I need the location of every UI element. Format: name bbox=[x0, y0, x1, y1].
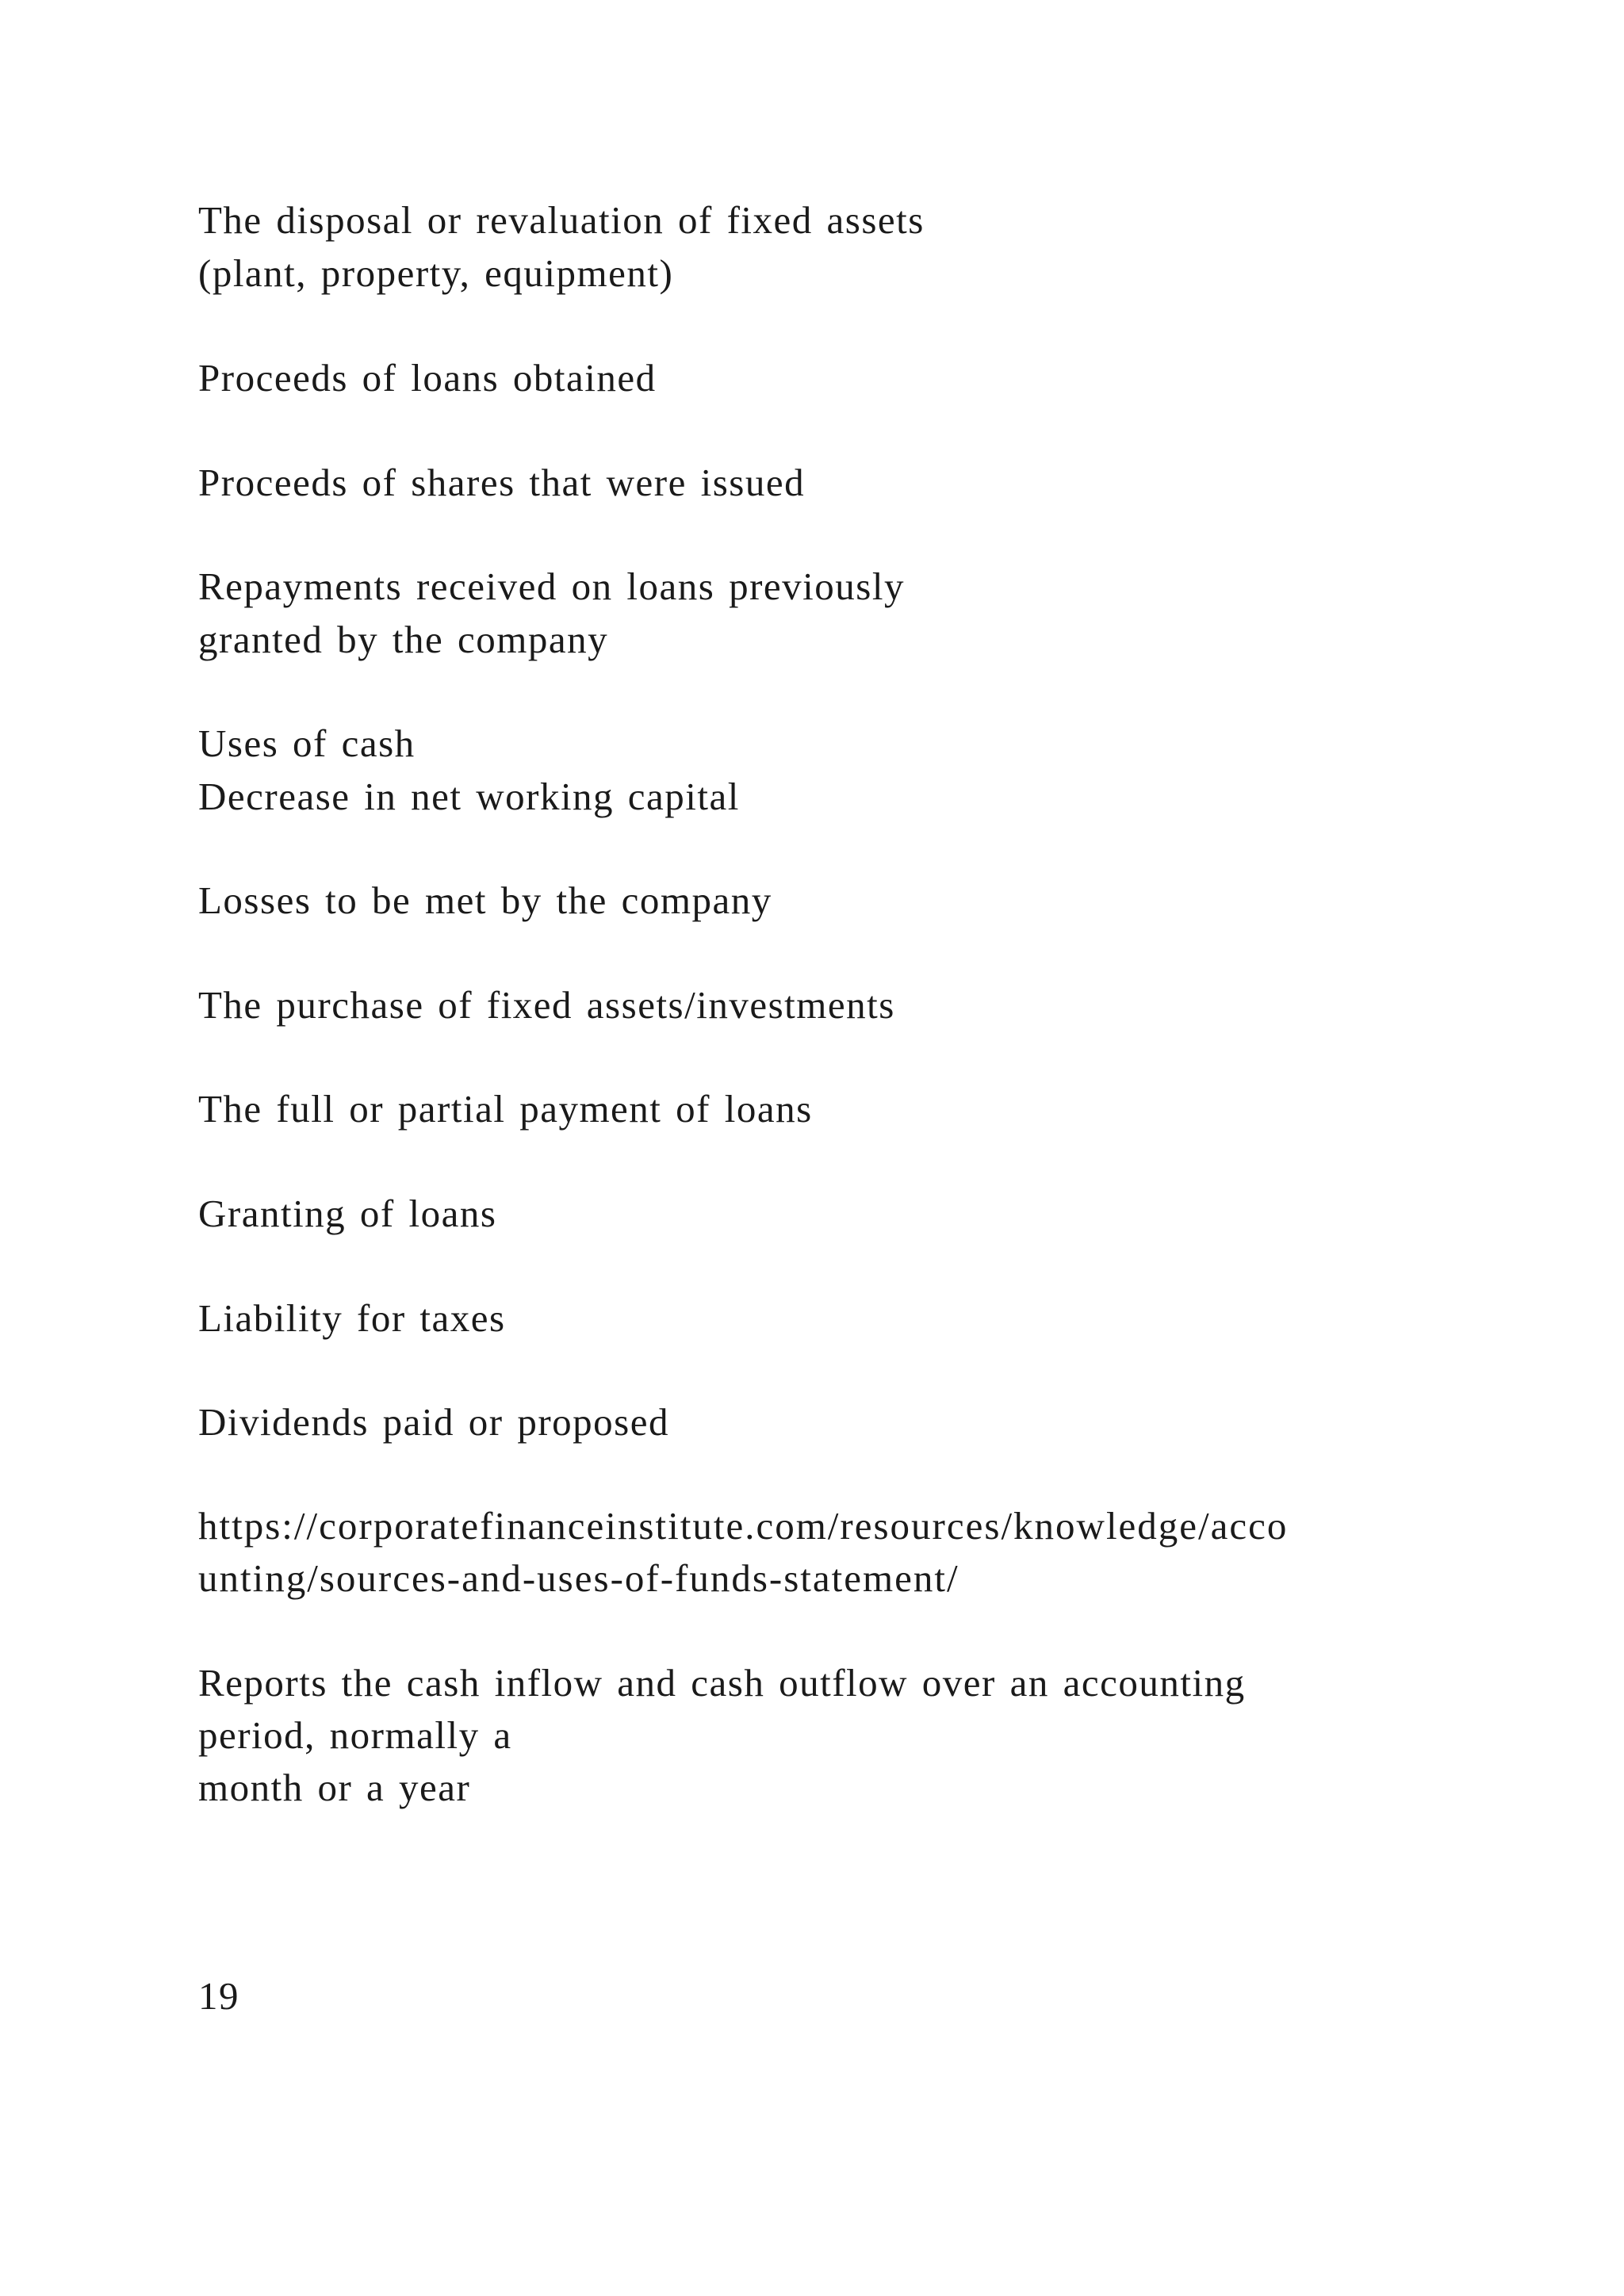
text-line: Granting of loans bbox=[198, 1192, 497, 1235]
text-line: Uses of cash bbox=[198, 721, 416, 765]
text-line: Dividends paid or proposed bbox=[198, 1400, 669, 1444]
reference-url: unting/sources-and-uses-of-funds-statement/ bbox=[198, 1556, 959, 1600]
text-line: The disposal or revaluation of fixed assets bbox=[198, 198, 925, 242]
reference-url: https://corporatefinanceinstitute.com/resources/knowledge/acco bbox=[198, 1504, 1289, 1548]
text-line: The purchase of fixed assets/investments bbox=[198, 983, 895, 1027]
text-line: Decrease in net working capital bbox=[198, 775, 740, 818]
text-line: Losses to be met by the company bbox=[198, 878, 772, 922]
text-line: granted by the company bbox=[198, 618, 609, 661]
text-line: Reports the cash inflow and cash outflow over an accounting bbox=[198, 1661, 1246, 1705]
text-line: month or a year bbox=[198, 1766, 471, 1809]
text-line: Repayments received on loans previously bbox=[198, 564, 905, 608]
text-line: period, normally a bbox=[198, 1713, 512, 1757]
text-line: Proceeds of shares that were issued bbox=[198, 461, 806, 504]
text-line: Proceeds of loans obtained bbox=[198, 356, 657, 400]
text-line: The full or partial payment of loans bbox=[198, 1087, 813, 1131]
text-line: (plant, property, equipment) bbox=[198, 251, 674, 295]
text-line: Liability for taxes bbox=[198, 1296, 506, 1340]
page-number: 19 bbox=[198, 1974, 239, 2018]
